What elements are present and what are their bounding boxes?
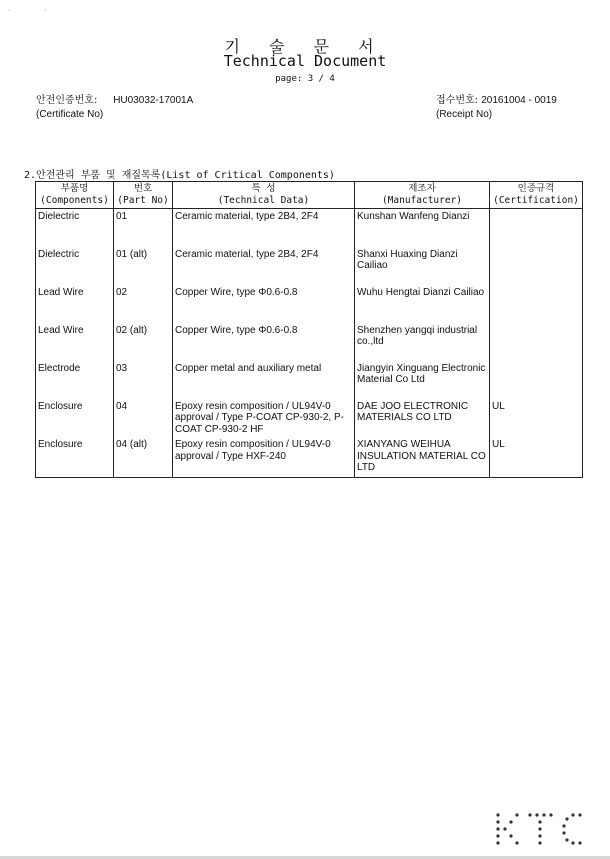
column-header-korean: 특 성	[251, 183, 276, 194]
receipt-number: 20161004 - 0019	[481, 95, 557, 106]
receipt-block	[436, 94, 557, 122]
column-header	[173, 182, 355, 209]
certificate-label: 안전인증번호:	[36, 95, 98, 106]
table-row	[36, 399, 583, 438]
column-header-korean: 제조자	[408, 183, 436, 194]
manufacturer-cell: Wuhu Hengtai Dianzi Cailiao	[355, 285, 490, 323]
component-cell: Dielectric	[36, 247, 114, 285]
manufacturer-cell: XIANYANG WEIHUA INSULATION MATERIAL CO LTD	[355, 437, 490, 477]
column-header-korean: 인증규격	[517, 183, 555, 194]
component-cell: Lead Wire	[36, 285, 114, 323]
technical-data-cell: Epoxy resin composition / UL94V-0 approval / Type P-COAT CP-930-2, P-COAT CP-930-2 HF	[173, 399, 355, 438]
column-header	[490, 182, 583, 209]
column-header-english: (Technical Data)	[217, 195, 310, 206]
component-cell: Lead Wire	[36, 323, 114, 361]
ktc-stamp-logo	[492, 809, 592, 849]
manufacturer-cell: Shenzhen yangqi industrial co.,ltd	[355, 323, 490, 361]
scan-speck: ·	[44, 6, 47, 15]
technical-data-cell: Ceramic material, type 2B4, 2F4	[173, 247, 355, 285]
certification-cell	[490, 209, 583, 247]
technical-data-cell: Ceramic material, type 2B4, 2F4	[173, 209, 355, 247]
column-header-english: (Components)	[40, 195, 109, 206]
column-header-korean: 번호	[133, 183, 153, 194]
technical-data-cell: Copper metal and auxiliary metal	[173, 361, 355, 399]
table-row	[36, 361, 583, 399]
component-cell: Enclosure	[36, 399, 114, 438]
document-title-korean: 기 술 문 서	[224, 37, 386, 56]
column-header	[36, 182, 114, 209]
column-header-english: (Manufacturer)	[381, 195, 463, 206]
certificate-block	[36, 94, 193, 122]
section-title: 2.안전관리 부품 및 재질목록(List of Critical Components)	[24, 170, 335, 181]
manufacturer-cell: DAE JOO ELECTRONIC MATERIALS CO LTD	[355, 399, 490, 438]
technical-data-cell: Epoxy resin composition / UL94V-0 approval / Type HXF-240	[173, 437, 355, 477]
column-header	[355, 182, 490, 209]
part-number-cell: 04	[114, 399, 173, 438]
technical-data-cell: Copper Wire, type Φ0.6-0.8	[173, 323, 355, 361]
part-number-cell: 02	[114, 285, 173, 323]
column-header	[114, 182, 173, 209]
table-row	[36, 247, 583, 285]
certification-cell	[490, 247, 583, 285]
receipt-label: 접수번호:	[436, 95, 479, 106]
column-header-english: (Certification)	[493, 195, 579, 206]
manufacturer-cell: Jiangyin Xinguang Electronic Material Co Ltd	[355, 361, 490, 399]
receipt-label-en: (Receipt No)	[436, 109, 493, 120]
manufacturer-cell: Kunshan Wanfeng Dianzi	[355, 209, 490, 247]
certification-cell: UL	[490, 437, 583, 477]
technical-data-cell: Copper Wire, type Φ0.6-0.8	[173, 285, 355, 323]
page-number: page: 3 / 4	[275, 74, 335, 84]
component-cell: Enclosure	[36, 437, 114, 477]
table-row	[36, 285, 583, 323]
critical-components-table	[35, 181, 583, 478]
certification-cell	[490, 323, 583, 361]
document-title-english: Technical Document	[223, 52, 387, 70]
certificate-number: HU03032-17001A	[113, 95, 194, 106]
component-cell: Dielectric	[36, 209, 114, 247]
certification-cell: UL	[490, 399, 583, 438]
part-number-cell: 03	[114, 361, 173, 399]
table-row	[36, 323, 583, 361]
scan-speck: ·	[8, 6, 11, 15]
part-number-cell: 01	[114, 209, 173, 247]
part-number-cell: 01 (alt)	[114, 247, 173, 285]
table-header-row	[36, 182, 583, 209]
certificate-label-en: (Certificate No)	[36, 109, 104, 120]
table-body	[36, 209, 583, 478]
part-number-cell: 02 (alt)	[114, 323, 173, 361]
column-header-english: (Part No)	[117, 195, 169, 206]
column-header-korean: 부품명	[60, 183, 89, 194]
certification-cell	[490, 285, 583, 323]
table-row	[36, 209, 583, 247]
component-cell: Electrode	[36, 361, 114, 399]
manufacturer-cell: Shanxi Huaxing Dianzi Cailiao	[355, 247, 490, 285]
table-row	[36, 437, 583, 477]
certification-cell	[490, 361, 583, 399]
part-number-cell: 04 (alt)	[114, 437, 173, 477]
